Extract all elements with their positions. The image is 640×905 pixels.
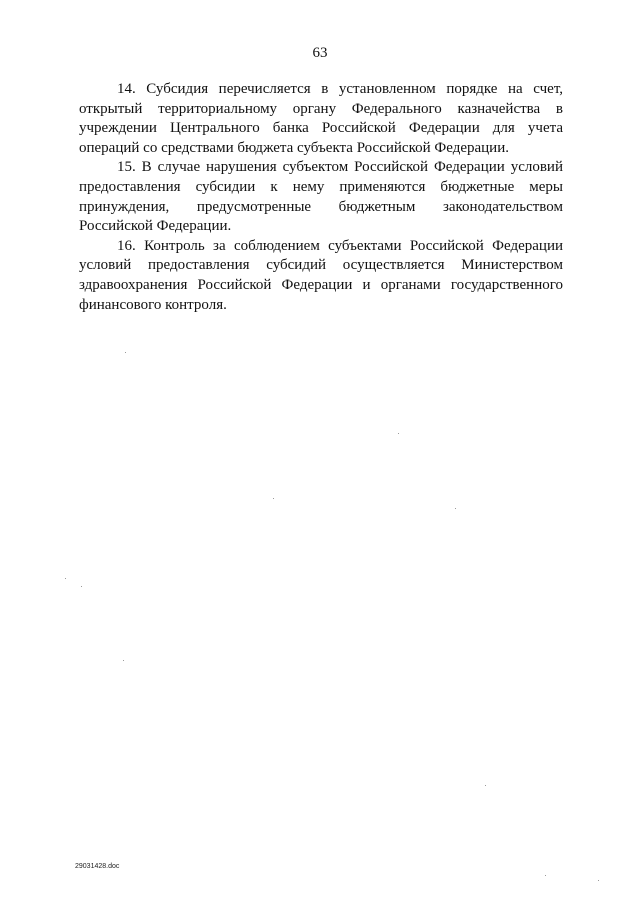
paragraph-16: 16. Контроль за соблюдением субъектами Российской Федерации условий предоставления субсидий осуществляется Министерством здравоохранения Российской Федерации и органами государственного финансового контроля. [79, 237, 563, 313]
page-number: 63 [312, 45, 328, 61]
scan-speck [125, 352, 126, 353]
scan-speck [81, 586, 82, 587]
scan-speck [123, 660, 124, 661]
scan-speck [65, 578, 66, 579]
scan-speck [598, 880, 599, 881]
scan-speck [398, 433, 399, 434]
paragraph-15: 15. В случае нарушения субъектом Российской Федерации условий предоставления субсидии к нему применяются бюджетные меры принуждения, предусмотренные бюджетным законодательством Российской Федерации. [79, 159, 563, 235]
scan-speck [485, 785, 486, 786]
scan-speck [273, 498, 274, 499]
scan-speck [455, 508, 456, 509]
document-body [79, 80, 563, 315]
scan-speck [545, 875, 546, 876]
paragraph-14: 14. Субсидия перечисляется в установленном порядке на счет, открытый территориальному органу Федерального казначейства в учреждении Центрального банка Российской Федерации для учета операций со средствами бюджета субъекта Российской Федерации. [79, 81, 563, 156]
footer-filename: 29031428.doc [75, 863, 120, 870]
